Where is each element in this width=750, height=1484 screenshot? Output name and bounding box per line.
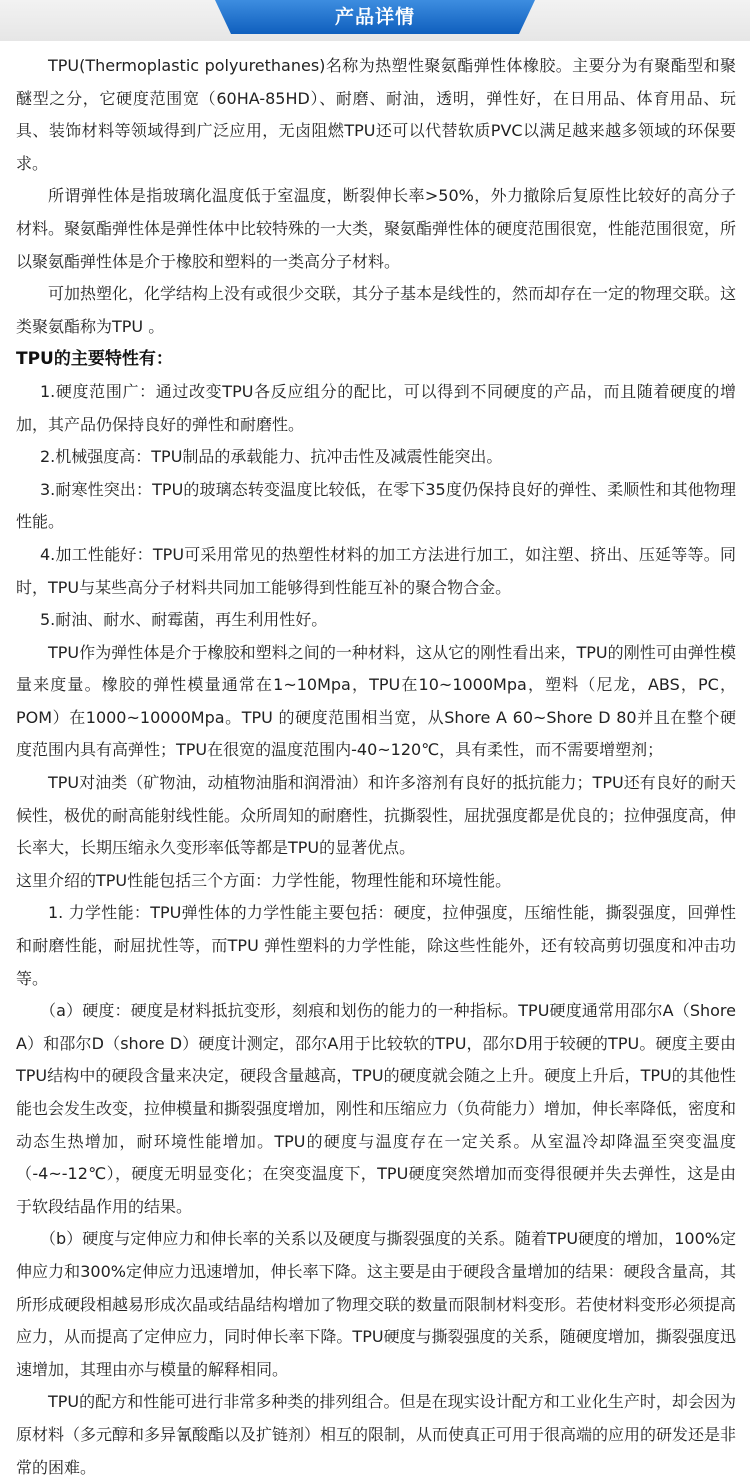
resistance-paragraph: TPU对油类（矿物油，动植物油脂和润滑油）和许多溶剂有良好的抵抗能力；TPU还有良好的耐天候性，极优的耐高能射线性能。众所周知的耐磨性，抗撕裂性，屈扰强度都是优良的；拉伸强度高，伸长率大，长期压缩永久变形率低等都是TPU的显著优点。: [16, 773, 737, 858]
feature-item-5: 5.耐油、耐水、耐霉菌，再生利用性好。: [40, 610, 328, 630]
elastic-modulus-paragraph: TPU作为弹性体是介于橡胶和塑料之间的一种材料，这从它的刚性看出来，TPU的刚性可由弹性模量来度量。橡胶的弹性模量通常在1~10Mpa，TPU在10~1000Mpa，塑料（尼龙，ABS，PC，POM）在1000~10000Mpa。TPU 的硬度范围相当宽，从Shore A 60~Shore D 80并且在整个硬度范围内具有高弹性；TPU在很宽的温度范围内-40~120℃，具有柔性，而不需要增塑剂；: [16, 642, 736, 760]
intro-paragraph-1: TPU(Thermoplastic polyurethanes)名称为热塑性聚氨酯弹性体橡胶。主要分为有聚酯型和聚醚型之分，它硬度范围宽（60HA-85HD）、耐磨、耐油，透明，弹性好，在日用品、体育用品、玩具、装饰材料等领域得到广泛应用，无卤阻燃TPU还可以代替软质PVC以满足越来越多领域的环保要求。: [16, 56, 736, 173]
hardness-relation-paragraph: （b）硬度与定伸应力和伸长率的关系以及硬度与撕裂强度的关系。随着TPU硬度的增加，100%定伸应力和300%定伸应力迅速增加，伸长率下降。这主要是由于硬段含量增加的结果：硬段含量高，其所形成硬段相越易形成次晶或结晶结构增加了物理交联的数量而限制材料变形。若使材料变形必须提高应力，从而提高了定伸应力，同时伸长率下降。TPU硬度与撕裂强度的关系，随硬度增加，撕裂强度迅速增加，其理由亦与模量的解释相同。: [16, 1229, 737, 1379]
properties-intro-paragraph: 这里介绍的TPU性能包括三个方面：力学性能，物理性能和环境性能。: [16, 870, 512, 890]
feature-item-2: 2.机械强度高：TPU制品的承载能力、抗冲击性及减震性能突出。: [40, 447, 503, 467]
section-title: 产品详情: [334, 6, 415, 28]
product-description: [16, 50, 736, 1484]
intro-paragraph-3: 可加热塑化，化学结构上没有或很少交联，其分子基本是线性的，然而却存在一定的物理交联。这类聚氨酯称为TPU 。: [16, 284, 737, 336]
intro-paragraph-2: 所谓弹性体是指玻璃化温度低于室温度，断裂伸长率>50%，外力撤除后复原性比较好的高分子材料。聚氨酯弹性体是弹性体中比较特殊的一大类，聚氨酯弹性体的硬度范围很宽，性能范围很宽，所以聚氨酯弹性体是介于橡胶和塑料的一类高分子材料。: [16, 186, 737, 271]
features-heading: TPU的主要特性有：: [16, 349, 173, 370]
hardness-paragraph: （a）硬度：硬度是材料抵抗变形，刻痕和划伤的能力的一种指标。TPU硬度通常用邵尔A（Shore A）和邵尔D（shore D）硬度计测定，邵尔A用于比较软的TPU，邵尔D用于较硬的TPU。硬度主要由TPU结构中的硬段含量来决定，硬段含量越高，TPU的硬度就会随之上升。硬度上升后，TPU的其他性能也会发生改变，拉伸模量和撕裂强度增加，刚性和压缩应力（负荷能力）增加，伸长率降低，密度和动态生热增加，耐环境性能增加。TPU的硬度与温度存在一定关系。从室温冷却降温至突变温度（-4~-12℃），硬度无明显变化；在突变温度下，TPU硬度突然增加而变得很硬并失去弹性，这是由于软段结晶作用的结果。: [16, 1001, 737, 1216]
feature-item-3: 3.耐寒性突出：TPU的玻璃态转变温度比较低，在零下35度仍保持良好的弹性、柔顺性和其他物理性能。: [16, 479, 736, 532]
formulation-paragraph: TPU的配方和性能可进行非常多种类的排列组合。但是在现实设计配方和工业化生产时，却会因为原材料（多元醇和多异氰酸酯以及扩链剂）相互的限制，从而使真正可用于很高端的应用的研发还是非常的困难。: [16, 1392, 737, 1477]
feature-item-4: 4.加工性能好：TPU可采用常见的热塑性材料的加工方法进行加工，如注塑、挤出、压延等等。同时，TPU与某些高分子材料共同加工能够得到性能互补的聚合物合金。: [16, 544, 736, 597]
section-title-tab: [215, 0, 535, 34]
feature-item-1: 1.硬度范围广：通过改变TPU各反应组分的配比，可以得到不同硬度的产品，而且随着硬度的增加，其产品仍保持良好的弹性和耐磨性。: [16, 381, 736, 434]
mechanical-properties-paragraph: 1. 力学性能：TPU弹性体的力学性能主要包括：硬度，拉伸强度，压缩性能，撕裂强度，回弹性和耐磨性能，耐屈扰性等，而TPU 弹性塑料的力学性能，除这些性能外，还有较高剪切强度和冲击功等。: [16, 903, 736, 988]
